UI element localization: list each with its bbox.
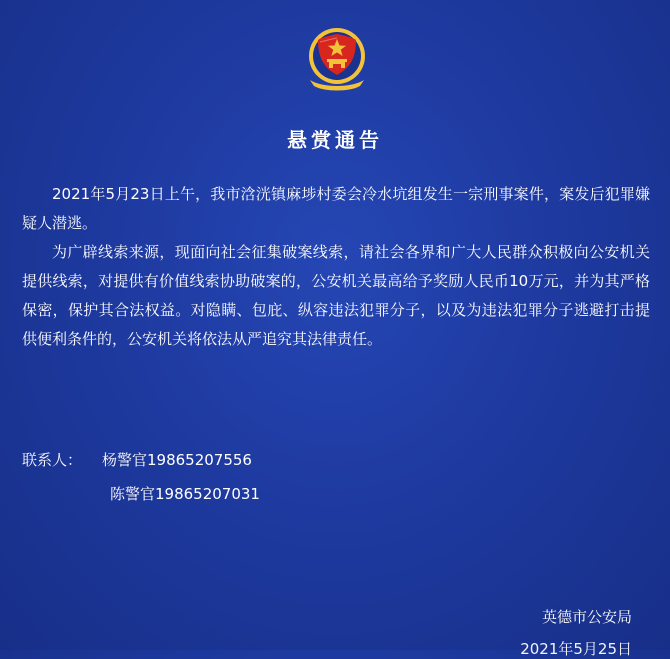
notice-paragraph: 2021年5月23日上午，我市浛洸镇麻埗村委会冷水坑组发生一宗刑事案件，案发后犯罪嫌疑人潜逃。 (22, 185, 650, 232)
police-emblem-icon (300, 22, 374, 96)
notice-body (22, 180, 650, 354)
contact-person: 陈警官19865207031 (110, 485, 260, 503)
contact-row (22, 446, 260, 480)
notice-title: 悬赏通告 (287, 128, 383, 152)
contact-block (22, 446, 260, 514)
contact-person: 杨警官19865207556 (102, 451, 252, 469)
issuer-name: 英德市公安局 (541, 608, 632, 626)
notice-paragraph: 为广辟线索来源，现面向社会征集破案线索，请社会各界和广大人民群众积极向公安机关提供线索，对提供有价值线索协助破案的，公安机关最高给予奖励人民币10万元，并为其严格保密，保护其合法权益。对隐瞒、包庇、纵容违法犯罪分子，以及为违法犯罪分子逃避打击提供便利条件的，公安机关将依法从严追究其法律责任。 (22, 243, 650, 348)
contact-label: 联系人： (22, 451, 83, 469)
issue-date: 2021年5月25日 (520, 640, 632, 658)
contact-row (22, 480, 260, 514)
